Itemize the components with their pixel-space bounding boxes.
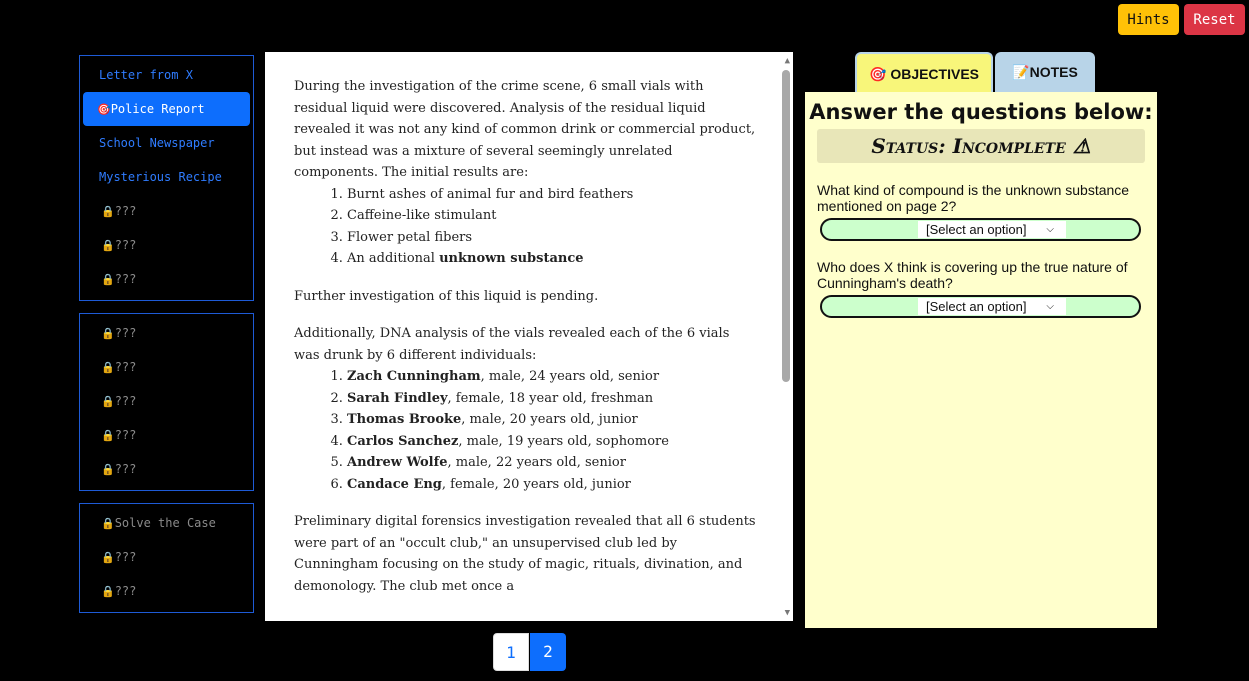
question-2-select[interactable]: [Select an option] ⌵ [918, 298, 1066, 315]
sidebar-item-locked[interactable]: 🔒??? [101, 462, 137, 476]
sidebar-group-solve [79, 503, 254, 613]
question-1-text: What kind of compound is the unknown substance mentioned on page 2? [817, 182, 1130, 214]
lock-icon: 🔒 [101, 205, 115, 218]
paragraph-forensics: Preliminary digital forensics investigation revealed that all 6 students were part of an "occult club," an unsupervised club led by Cunningham focusing on the study of magic, rituals, divination, and demonology. The club met once a [294, 514, 756, 594]
objectives-title: Answer the questions below: [809, 100, 1153, 124]
sidebar-item-police-report[interactable]: 🎯Police Report [83, 92, 250, 126]
question-2-answer-container [820, 295, 1141, 318]
question-2-text: Who does X think is covering up the true nature of Cunningham's death? [817, 259, 1128, 291]
sidebar-item-locked[interactable]: 🔒??? [101, 238, 137, 252]
lock-icon: 🔒 [101, 429, 115, 442]
components-list [294, 184, 759, 270]
hints-button[interactable]: Hints [1118, 4, 1179, 35]
document-scrollbar[interactable] [779, 52, 793, 621]
sidebar-item-locked[interactable]: 🔒??? [101, 394, 137, 408]
paragraph-vials: During the investigation of the crime scene, 6 small vials with residual liquid were discovered. Analysis of the residual liquid revealed it was not any kind of common drink or commercial product, but instead was a mixture of several seemingly unrelated components. The initial results are: [294, 79, 756, 180]
tab-notes[interactable]: 📝NOTES [995, 52, 1095, 94]
paragraph-dna: Additionally, DNA analysis of the vials revealed each of the 6 vials was drunk by 6 different individuals: [294, 326, 730, 363]
scroll-up-arrow-icon[interactable]: ▲ [784, 56, 790, 66]
target-icon: 🎯 [97, 103, 111, 116]
status-badge: Status: Incomplete ⚠ [817, 129, 1145, 163]
list-item: 4. Carlos Sanchez, male, 19 years old, sophomore [347, 431, 759, 453]
sidebar-item-locked[interactable]: 🔒??? [101, 360, 137, 374]
lock-icon: 🔒 [101, 395, 115, 408]
sidebar-item-locked[interactable]: 🔒??? [101, 584, 137, 598]
sidebar-item-locked[interactable]: 🔒??? [101, 272, 137, 286]
sidebar-group-locked [79, 313, 254, 491]
list-item: 2. Sarah Findley, female, 18 year old, freshman [347, 388, 759, 410]
lock-icon: 🔒 [101, 361, 115, 374]
page-1-button[interactable]: 1 [493, 633, 529, 671]
lock-icon: 🔒 [101, 517, 115, 530]
page-2-button[interactable]: 2 [530, 633, 566, 671]
reset-button[interactable]: Reset [1184, 4, 1245, 35]
sidebar-item-school-newspaper[interactable]: School Newspaper [99, 136, 215, 150]
sidebar-group-documents [79, 55, 254, 301]
individuals-list [294, 366, 759, 495]
scroll-thumb[interactable] [782, 70, 790, 382]
sidebar-item-solve-the-case[interactable]: 🔒Solve the Case [101, 516, 216, 530]
list-item: 1. Zach Cunningham, male, 24 years old, senior [347, 366, 759, 388]
objectives-panel [805, 92, 1157, 628]
scroll-down-arrow-icon[interactable]: ▼ [784, 608, 790, 618]
list-item: 4. An additional unknown substance [347, 248, 759, 270]
chevron-down-icon: ⌵ [1046, 224, 1054, 235]
document-content [294, 76, 759, 597]
list-item: 5. Andrew Wolfe, male, 22 years old, senior [347, 452, 759, 474]
chevron-down-icon: ⌵ [1046, 301, 1054, 312]
list-item: 3. Thomas Brooke, male, 20 years old, junior [347, 409, 759, 431]
sidebar-item-mysterious-recipe[interactable]: Mysterious Recipe [99, 170, 222, 184]
list-item: 2. Caffeine-like stimulant [347, 205, 759, 227]
lock-icon: 🔒 [101, 463, 115, 476]
document-panel[interactable] [265, 52, 793, 621]
sidebar-item-letter-from-x[interactable]: Letter from X [99, 68, 193, 82]
target-icon: 🎯 [868, 66, 887, 82]
lock-icon: 🔒 [101, 273, 115, 286]
sidebar-item-locked[interactable]: 🔒??? [101, 550, 137, 564]
lock-icon: 🔒 [101, 585, 115, 598]
list-item: 3. Flower petal fibers [347, 227, 759, 249]
list-item: 6. Candace Eng, female, 20 years old, junior [347, 474, 759, 496]
paragraph-pending: Further investigation of this liquid is pending. [294, 288, 599, 304]
lock-icon: 🔒 [101, 327, 115, 340]
lock-icon: 🔒 [101, 239, 115, 252]
memo-icon: 📝 [1012, 64, 1030, 80]
question-1-answer-container [820, 218, 1141, 241]
sidebar-item-locked[interactable]: 🔒??? [101, 204, 137, 218]
list-item: 1. Burnt ashes of animal fur and bird feathers [347, 184, 759, 206]
lock-icon: 🔒 [101, 551, 115, 564]
sidebar-item-locked[interactable]: 🔒??? [101, 326, 137, 340]
sidebar-item-locked[interactable]: 🔒??? [101, 428, 137, 442]
tab-objectives[interactable]: 🎯 OBJECTIVES [855, 52, 993, 94]
question-1-select[interactable]: [Select an option] ⌵ [918, 221, 1066, 238]
